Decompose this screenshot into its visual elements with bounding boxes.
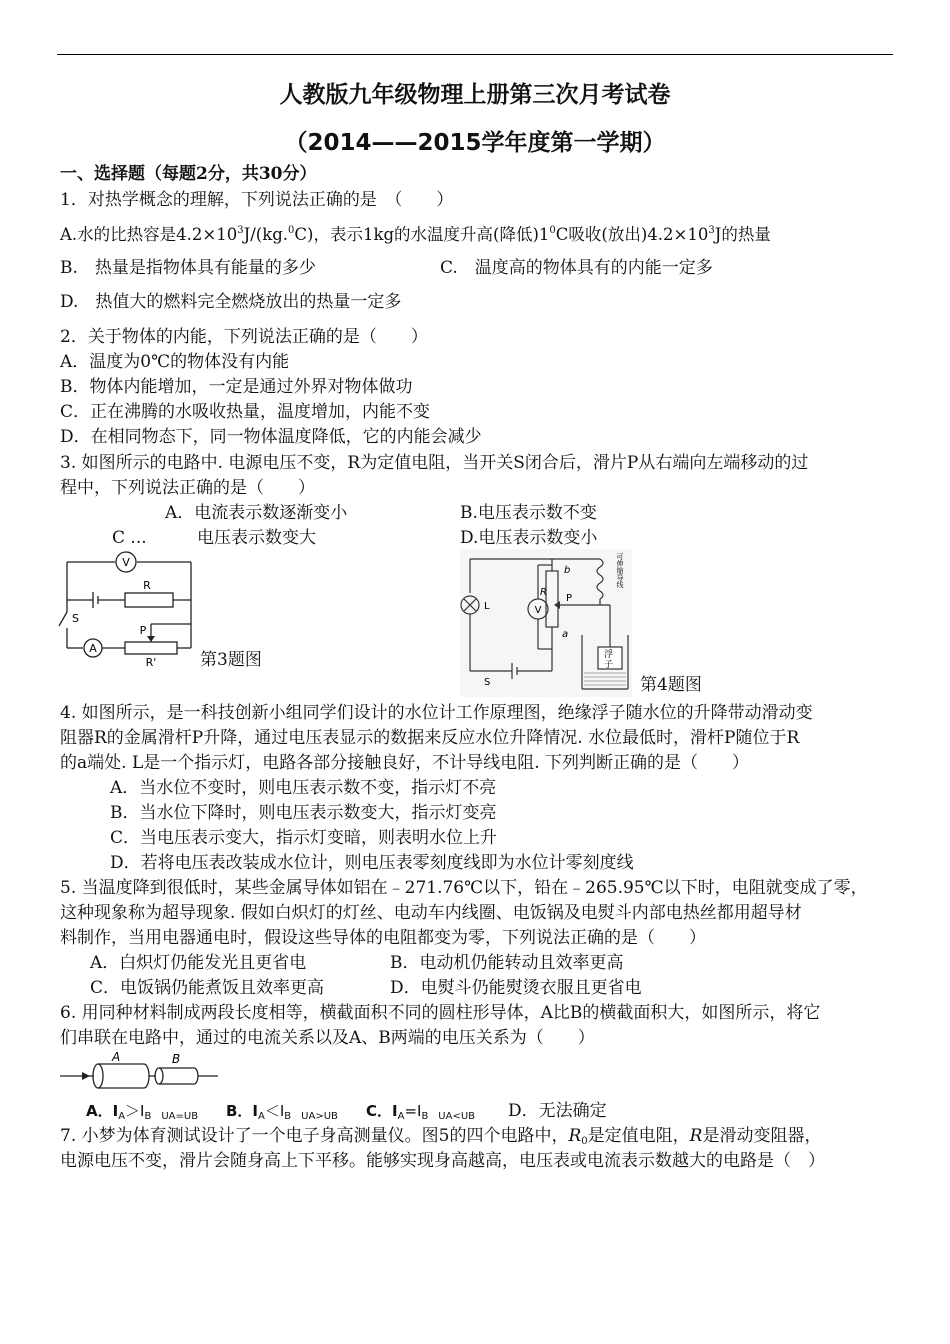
q1-option-c: C. 温度高的物体具有的内能一定多	[440, 258, 713, 278]
q3-stem-line1: 3. 如图所示的电路中. 电源电压不变，R为定值电阻，当开关S闭合后，滑片P从右端向左端移动的过	[60, 453, 809, 473]
q2-stem: 2．关于物体的内能，下列说法正确的是（ ）	[60, 327, 428, 347]
q3-option-b: B.电压表示数不变	[460, 503, 597, 523]
q6-fig-label-b: B	[172, 1052, 181, 1066]
section-heading: 一、选择题（每题2分，共30分）	[60, 164, 317, 184]
q6-c-mid: =I	[404, 1102, 422, 1120]
q5-option-d: D．电熨斗仍能熨烫衣服且更省电	[390, 978, 642, 998]
q6-stem-line2: 们串联在电路中，通过的电流关系以及A、B两端的电压关系为（ ）	[60, 1028, 595, 1048]
q4-fig-label-a: a	[562, 629, 569, 640]
q1-option-a	[60, 224, 771, 249]
q7-stem-line1	[60, 1125, 821, 1150]
q6-c-pre: C．I	[366, 1102, 398, 1120]
q4-fig-label-b: b	[564, 565, 571, 576]
q3-fig-label-s: S	[72, 612, 79, 625]
q3-fig-label-p: P	[139, 624, 147, 637]
q6-stem-line1: 6. 用同种材料制成两段长度相等，横截面积不同的圆柱形导体，A比B的横截面积大，如图所示，将它	[60, 1003, 821, 1023]
q4-fig-label-wire: 可伸缩导线	[616, 553, 624, 588]
q1-a-part5: J的热量	[714, 225, 771, 244]
q4-option-c: C．当电压表示变大，指示灯变暗，则表明水位上升	[110, 828, 498, 848]
q4-option-d: D．若将电压表改装成水位计，则电压表零刻度线即为水位计零刻度线	[110, 853, 634, 873]
q4-stem-line1: 4. 如图所示，是一科技创新小组同学们设计的水位计工作原理图，绝缘浮子随水位的升降带动滑动变	[60, 703, 813, 723]
q1-a-sup1: 3	[237, 225, 244, 236]
q6-conductor-b-icon	[194, 1068, 198, 1084]
q3-resistor-icon	[125, 593, 173, 607]
q2-option-c: C．正在沸腾的水吸收热量，温度增加，内能不变	[60, 402, 431, 422]
q6-option-b	[226, 1100, 338, 1125]
page-title: 人教版九年级物理上册第三次月考试卷	[279, 82, 671, 108]
q6-a-sub1: A	[118, 1111, 126, 1122]
q1-stem: 1．对热学概念的理解，下列说法正确的是 （ ）	[60, 190, 454, 210]
q6-b-mid: ＜I	[264, 1102, 285, 1120]
q4-fig-label-r: R	[540, 587, 547, 598]
q3-option-c: 电压表示数变大	[197, 528, 316, 548]
q7-stem-part2: 是定值电阻，	[587, 1126, 690, 1146]
q6-b-pre: B．I	[226, 1102, 259, 1120]
q7-r: R	[689, 1126, 703, 1146]
q7-stem-part3: 是滑动变阻器，	[702, 1126, 822, 1146]
q6-a-mid: ＞I	[125, 1102, 145, 1120]
q3-fig-label-v: V	[122, 556, 130, 569]
q6-a-pre: A．I	[86, 1102, 119, 1120]
q4-fig-label-float1: 浮	[604, 650, 614, 660]
q3-rheostat-icon	[125, 642, 177, 654]
q5-option-c: C．电饭锅仍能煮饭且效率更高	[90, 978, 325, 998]
q3-option-c-label: C ...	[112, 528, 147, 548]
q4-stem-line2: 阻器R的金属滑杆P升降，通过电压表显示的数据来反应水位升降情况. 水位最低时，滑杆P随位于R	[60, 728, 800, 748]
q3-option-a: A．电流表示数逐渐变小	[165, 503, 348, 523]
q6-a-sub2: B UA=UB	[144, 1111, 199, 1122]
q4-stem-line3: 的a端处. L是一个指示灯，电路各部分接触良好，不计导线电阻. 下列判断正确的是（ ）	[60, 753, 750, 773]
top-rule	[57, 54, 893, 55]
q7-r0: R	[568, 1126, 582, 1146]
q5-stem-line1: 5. 当温度降到很低时，某些金属导体如铝在﹣271.76℃以下，铅在﹣265.95℃以下时，电阻就变成了零，	[60, 878, 868, 898]
q6-conductor-a-icon	[144, 1064, 149, 1088]
q4-fig-label-float2: 子	[604, 660, 614, 670]
q6-option-d: D．无法确定	[508, 1101, 607, 1121]
q7-stem-part1: 7. 小梦为体育测试设计了一个电子身高测量仪。图5的四个电路中，	[60, 1126, 569, 1146]
q6-fig-label-a: A	[112, 1052, 121, 1064]
q3-switch-icon	[59, 612, 67, 626]
q6-current-arrow-icon	[82, 1072, 90, 1080]
q1-a-part2: J/(kg.	[243, 225, 289, 244]
q6-conductors-figure	[60, 1052, 220, 1094]
q4-fig-label-p: P	[566, 593, 573, 604]
q5-option-b: B．电动机仍能转动且效率更高	[390, 953, 624, 973]
q1-a-part1: A.水的比热容是4.2×10	[60, 225, 238, 244]
q1-option-b: B. 热量是指物体具有能量的多少	[60, 258, 316, 278]
q1-a-part4: C吸收(放出)4.2×10	[555, 225, 709, 244]
q3-stem-line2: 程中，下列说法正确的是（ ）	[60, 478, 315, 498]
q4-fig-label-s: S	[484, 677, 491, 688]
q4-circuit-figure	[460, 549, 632, 697]
q7-r0-sub: 0	[581, 1136, 588, 1147]
q5-option-a: A．白炽灯仍能发光且更省电	[90, 953, 307, 973]
q3-fig-label-r2: R'	[145, 656, 157, 668]
page-subtitle: （2014——2015学年度第一学期）	[284, 130, 666, 156]
q4-fig-label-l: L	[484, 601, 490, 612]
q6-option-a	[86, 1100, 198, 1125]
q6-b-sub1: A	[258, 1111, 265, 1122]
q5-stem-line3: 料制作，当用电器通电时，假设这些导体的电阻都变为零，下列说法正确的是（ ）	[60, 928, 706, 948]
q1-option-d: D. 热值大的燃料完全燃烧放出的热量一定多	[60, 292, 402, 312]
q3-fig-label-r: R	[143, 579, 151, 592]
q3-figure-caption: 第3题图	[200, 650, 262, 670]
q3-fig-label-a: A	[89, 642, 97, 655]
q4-option-b: B．当水位下降时，则电压表示数变大，指示灯变亮	[110, 803, 497, 823]
q3-circuit-figure	[55, 548, 205, 668]
q6-c-sub1: A	[397, 1111, 405, 1122]
q7-stem-line2: 电源电压不变，滑片会随身高上下平移。能够实现身高越高，电压表或电流表示数越大的电路是（ ）	[60, 1151, 825, 1171]
q3-option-d: D.电压表示数变小	[460, 528, 598, 548]
q6-c-sub2: B UA<UB	[421, 1111, 476, 1122]
q1-a-sup4: 3	[708, 225, 715, 236]
q6-b-sub2: B UA>UB	[284, 1111, 338, 1122]
q1-a-sup3: 0	[549, 225, 556, 236]
q2-option-d: D．在相同物态下，同一物体温度降低，它的内能会减少	[60, 427, 482, 447]
q2-option-a: A．温度为0℃的物体没有内能	[60, 352, 290, 372]
q1-a-part3: C)，表示1kg的水温度升高(降低)1	[294, 225, 550, 244]
q4-figure-caption: 第4题图	[640, 675, 702, 695]
q4-fig-label-v: V	[534, 605, 542, 616]
q4-option-a: A．当水位不变时，则电压表示数不变，指示灯不亮	[110, 778, 497, 798]
q2-option-b: B．物体内能增加，一定是通过外界对物体做功	[60, 377, 413, 397]
q6-option-c	[366, 1100, 475, 1125]
q1-a-sup2: 0	[288, 225, 295, 236]
q5-stem-line2: 这种现象称为超导现象. 假如白炽灯的灯丝、电动车内线圈、电饭锅及电熨斗内部电热丝都用超导材	[60, 903, 802, 923]
